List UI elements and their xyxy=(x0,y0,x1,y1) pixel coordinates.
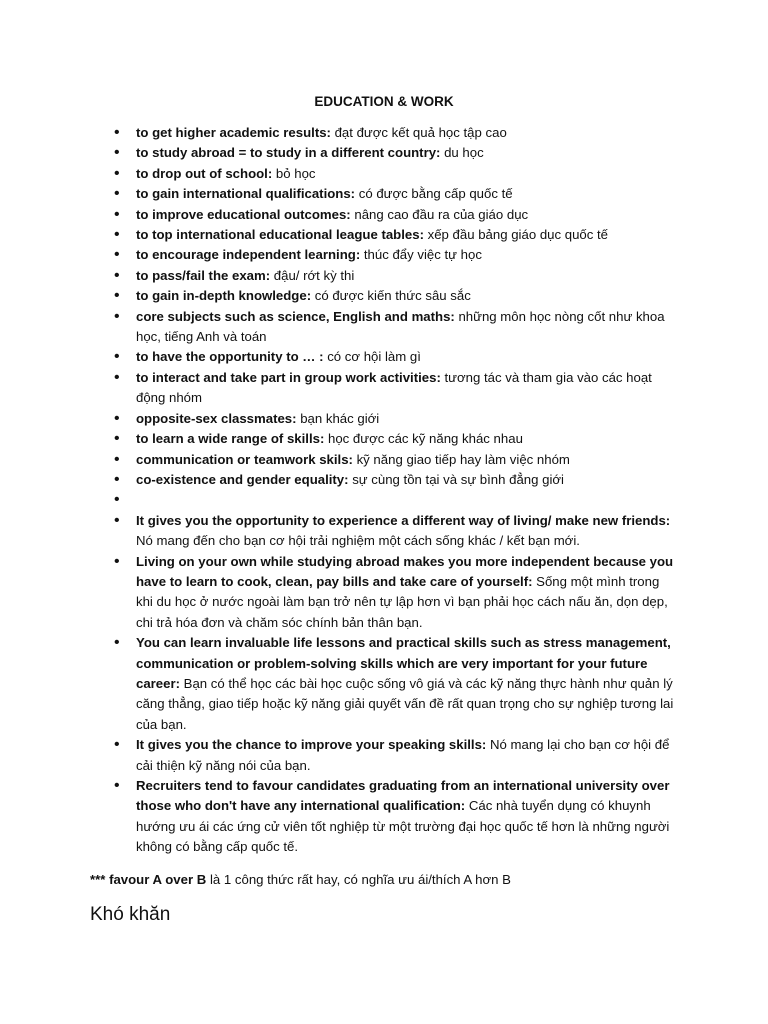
list-item-term: You can learn invaluable life lessons and practical skills such as stress management, communication or problem-solving skills which are very important for your future career: xyxy=(136,635,671,691)
list-item-meaning: sự cùng tồn tại và sự bình đẳng giới xyxy=(348,471,564,487)
list-item xyxy=(116,347,676,367)
list-item xyxy=(116,470,676,490)
list-item-meaning: Nó mang lại cho bạn cơ hội để cải thiện kỹ năng nói của bạn. xyxy=(136,737,670,773)
empty-list-item xyxy=(116,490,676,510)
list-item-term: to learn a wide range of skills: xyxy=(136,431,325,447)
list-item-term: to top international educational league tables: xyxy=(136,227,424,243)
list-item-meaning: học được các kỹ năng khác nhau xyxy=(324,431,523,447)
list-item xyxy=(116,225,676,245)
list-item xyxy=(116,286,676,306)
list-item-term: to pass/fail the exam: xyxy=(136,267,271,283)
list-item-meaning: có được bằng cấp quốc tế xyxy=(355,186,513,202)
list-item-meaning: bạn khác giới xyxy=(296,410,380,426)
list-item xyxy=(116,266,676,286)
footnote-text: là 1 công thức rất hay, có nghĩa ưu ái/thích A hơn B xyxy=(206,872,511,887)
list-item xyxy=(116,429,676,449)
list-item-term: to study abroad = to study in a different country: xyxy=(136,145,441,161)
list-item xyxy=(116,123,676,143)
list-item-meaning: có được kiến thức sâu sắc xyxy=(311,288,471,304)
list-item-meaning: tương tác và tham gia vào các hoạt động nhóm xyxy=(136,369,652,406)
list-item-term: It gives you the chance to improve your speaking skills: xyxy=(136,737,487,753)
list-item-term: to gain in-depth knowledge: xyxy=(136,288,312,304)
list-item-meaning: những môn học nòng cốt như khoa học, tiếng Anh và toán xyxy=(136,308,665,345)
list-item-term: to get higher academic results: xyxy=(136,125,331,140)
list-item xyxy=(116,511,676,552)
list-item xyxy=(116,776,676,858)
list-item-term: It gives you the opportunity to experience a different way of living/ make new friends: xyxy=(136,512,671,528)
list-item-term: to interact and take part in group work activities: xyxy=(136,369,441,385)
list-item-term: opposite-sex classmates: xyxy=(136,410,297,426)
list-item-term: to have the opportunity to … : xyxy=(136,349,324,365)
list-item-term: to drop out of school: xyxy=(136,165,273,181)
list-item-term: core subjects such as science, English and maths: xyxy=(136,308,455,324)
list-item-meaning: có cơ hội làm gì xyxy=(323,349,421,365)
list-item xyxy=(116,307,676,348)
list-item-meaning: xếp đầu bảng giáo dục quốc tế xyxy=(423,227,609,243)
list-item-meaning: Nó mang đến cho bạn cơ hội trải nghiệm một cách sống khác / kết bạn mới. xyxy=(136,533,580,549)
list-item-term: Recruiters tend to favour candidates graduating from an international university over those who don't have any international qualification: xyxy=(136,777,670,814)
list-item xyxy=(116,368,676,409)
list-item xyxy=(116,409,676,429)
list-item xyxy=(116,450,676,470)
list-item-meaning: đạt được kết quả học tập cao xyxy=(330,125,507,140)
list-item-term: Living on your own while studying abroad makes you more independent because you have to learn to cook, clean, pay bills and take care of yourself: xyxy=(136,553,674,589)
list-item xyxy=(116,164,676,184)
list-item xyxy=(116,143,676,163)
list-item-term: to encourage independent learning: xyxy=(136,247,361,263)
list-item-meaning: đậu/ rớt kỳ thi xyxy=(270,267,355,283)
vocabulary-list xyxy=(116,123,676,858)
list-item-term: to gain international qualifications: xyxy=(136,186,356,202)
footnote-phrase: favour A over B xyxy=(105,872,207,887)
list-item-meaning: nâng cao đầu ra của giáo dục xyxy=(350,206,529,222)
list-item-meaning: Sống một mình trong khi du học ở nước ngoài làm bạn trở nên tự lập hơn vì bạn phải học cách nấu ăn, dọn dẹp, chi trả hóa đơn và chăm sóc chính bản thân bạn. xyxy=(136,573,668,630)
list-item-term: communication or teamwork skils: xyxy=(136,451,353,467)
list-item-term: co-existence and gender equality: xyxy=(136,471,349,487)
list-item xyxy=(116,184,676,204)
footnote xyxy=(90,870,730,890)
list-item xyxy=(116,245,676,265)
section-heading: Khó khăn xyxy=(90,904,171,925)
footnote-stars: *** xyxy=(90,872,106,887)
list-item xyxy=(116,552,676,634)
list-item xyxy=(116,633,676,735)
list-item-term: to improve educational outcomes: xyxy=(136,206,351,222)
list-item-meaning: bỏ học xyxy=(272,165,316,181)
list-item-meaning: Bạn có thể học các bài học cuộc sống vô giá và các kỹ năng thực hành như quản lý căng thẳng, giao tiếp hoặc kỹ năng giải quyết vấn đề rất quan trọng cho sự nghiệp tương lai của bạn. xyxy=(136,675,674,732)
list-item-meaning: thúc đẩy việc tự học xyxy=(360,247,482,263)
list-item xyxy=(116,205,676,225)
list-item xyxy=(116,735,676,776)
list-item-meaning: Các nhà tuyển dụng có khuynh hướng ưu ái các ứng cử viên tốt nghiệp từ một trường đại học quốc tế hơn là những người không có bằng cấp quốc tế. xyxy=(136,798,670,855)
list-item-meaning: du học xyxy=(440,145,484,161)
document-title: EDUCATION & WORK xyxy=(314,94,454,109)
list-item-meaning: kỹ năng giao tiếp hay làm việc nhóm xyxy=(352,451,570,467)
